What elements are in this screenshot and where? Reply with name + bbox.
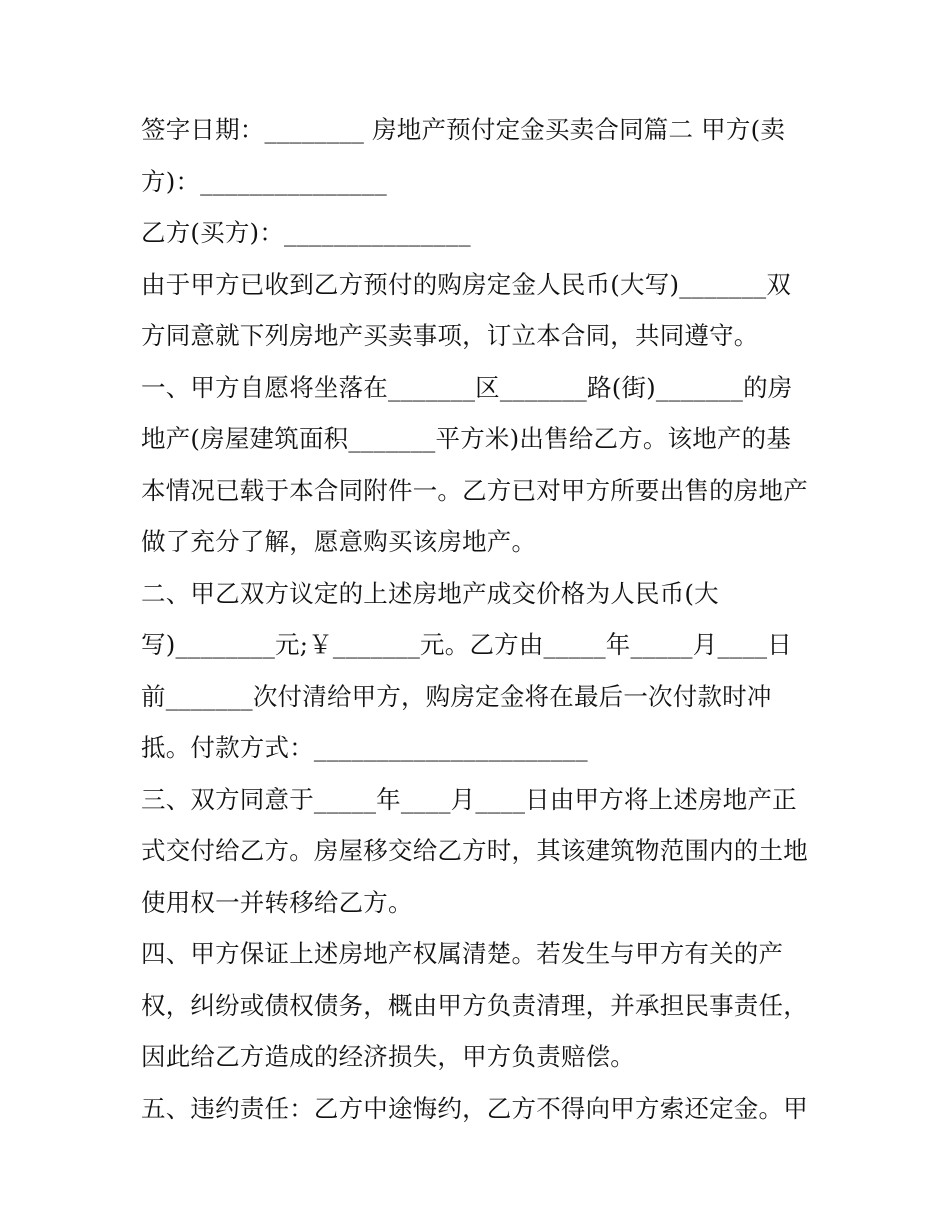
clause-4-line: 四、甲方保证上述房地产权属清楚。若发生与甲方有关的产 [141,939,784,968]
clause-1-line: 做了充分了解，愿意购买该房地产。 [141,527,537,556]
clause-4-line: 权，纠纷或债权债务，概由甲方负责清理，并承担民事责任， [141,990,808,1020]
signing-date-line: 签字日期：________ 房地产预付定金买卖合同篇二 甲方(卖 [141,115,786,144]
preamble-line: 方同意就下列房地产买卖事项，订立本合同，共同遵守。 [141,321,759,350]
clause-1-line: 本情况已载于本合同附件一。乙方已对甲方所要出售的房地产 [141,475,808,505]
preamble-line: 由于甲方已收到乙方预付的购房定金人民币(大写)_______双 [141,269,792,299]
party-b-line: 乙方(买方)：_______________ [141,218,471,247]
clause-3-line: 使用权一并转移给乙方。 [141,887,413,917]
party-a-line: 方)：_______________ [141,166,387,196]
clause-2-line: 前_______次付清给甲方，购房定金将在最后一次付款时冲 [141,681,772,711]
clause-2-line: 抵。付款方式：______________________ [141,733,588,762]
clause-5-line: 五、违约责任：乙方中途悔约，乙方不得向甲方索还定金。甲 [141,1093,808,1123]
clause-3-line: 三、双方同意于_____年____月____日由甲方将上述房地产正 [141,784,797,814]
clause-1-line: 地产(房屋建筑面积_______平方米)出售给乙方。该地产的基 [141,424,792,453]
contract-text [141,104,813,1134]
clause-3-line: 式交付给乙方。房屋移交给乙方时，其该建筑物范围内的土地 [141,836,808,865]
clause-2-line: 写)________元;￥_______元。乙方由_____年_____月____日 [141,630,792,659]
clause-4-line: 因此给乙方造成的经济损失，甲方负责赔偿。 [141,1042,635,1071]
clause-1-line: 一、甲方自愿将坐落在_______区_______路(街)_______的房 [141,372,793,402]
clause-2-line: 二、甲乙双方议定的上述房地产成交价格为人民币(大 [141,578,719,608]
